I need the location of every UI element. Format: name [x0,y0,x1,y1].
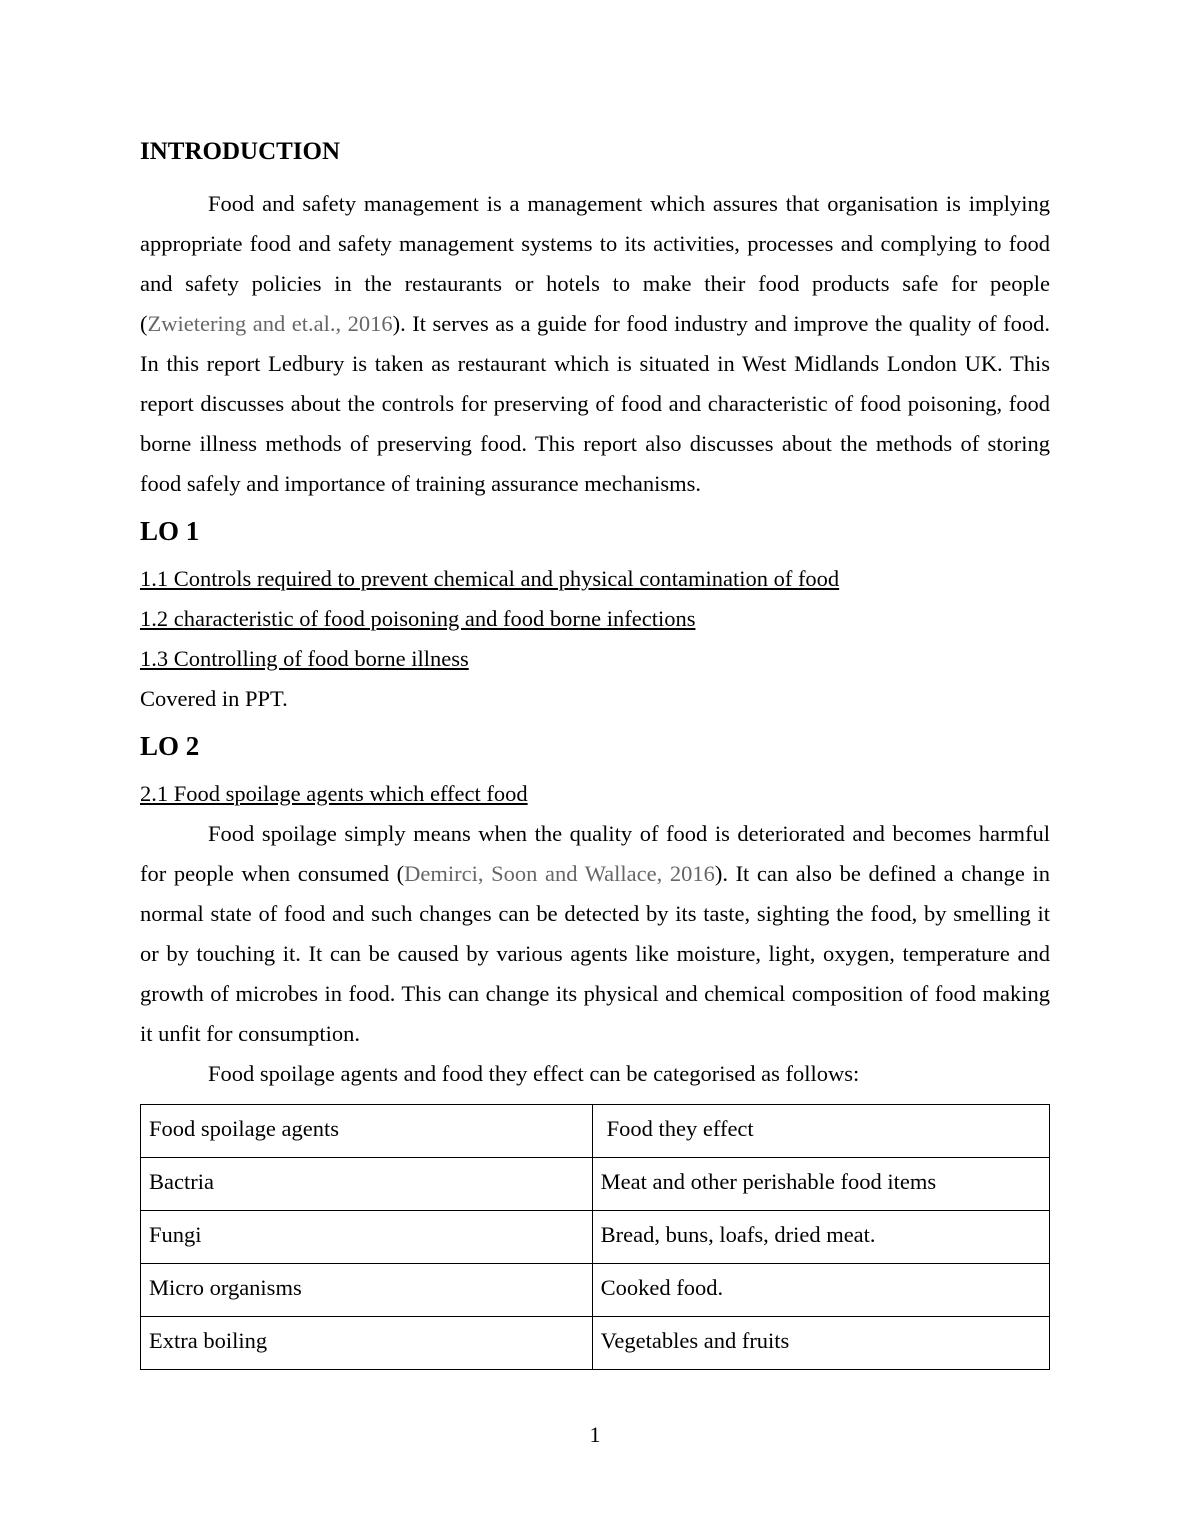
food-spoilage-table [140,1104,1050,1370]
spoilage-paragraph [140,814,1050,1054]
table-cell-food: Meat and other perishable food items [592,1158,1049,1211]
table-row [141,1211,1050,1264]
table-header-agents: Food spoilage agents [141,1105,593,1158]
subheading-2-1: 2.1 Food spoilage agents which effect food [140,781,528,806]
table-row [141,1158,1050,1211]
table-cell-food: Bread, buns, loafs, dried meat. [592,1211,1049,1264]
table-intro-line: Food spoilage agents and food they effect can be categorised as follows: [208,1061,860,1086]
table-cell-agent: Fungi [141,1211,593,1264]
table-cell-food: Vegetables and fruits [592,1317,1049,1370]
subheading-1-1: 1.1 Controls required to prevent chemical and physical contamination of food [140,566,840,591]
citation-demirci: Demirci, Soon and Wallace, 2016 [404,861,715,886]
spoilage-text-pre: Food spoilage simply means when the quality of food is deteriorated and becomes harmful for people when consumed ( [140,821,1050,886]
introduction-paragraph [140,184,1050,504]
lo2-heading: LO 2 [140,731,200,761]
table-row [141,1317,1050,1370]
table-header-row [141,1105,1050,1158]
spoilage-text-post: ). It can also be defined a change in normal state of food and such changes can be detected by its taste, sighting the food, by smelling it or by touching it. It can be caused by various agents like moisture, light, oxygen, temperature and growth of microbes in food. This can change its physical and chemical composition of food making it unfit for consumption. [140,861,1051,1046]
subheading-1-3: 1.3 Controlling of food borne illness [140,646,469,671]
table-cell-agent: Bactria [141,1158,593,1211]
table-row [141,1264,1050,1317]
subheading-1-2: 1.2 characteristic of food poisoning and food borne infections [140,606,696,631]
table-cell-agent: Extra boiling [141,1317,593,1370]
table-cell-food: Cooked food. [592,1264,1049,1317]
lo1-heading: LO 1 [140,516,200,546]
intro-text-post: ). It serves as a guide for food industry and improve the quality of food. In this report Ledbury is taken as restaurant which is situated in West Midlands London UK. This report discusses about the controls for preserving of food and characteristic of food poisoning, food borne illness methods of preserving food. This report also discusses about the methods of storing food safely and importance of training assurance mechanisms. [140,311,1051,496]
page-number: 1 [589,1422,601,1447]
citation-zwietering: Zwietering and et.al., 2016 [147,311,393,336]
table-cell-agent: Micro organisms [141,1264,593,1317]
introduction-heading: INTRODUCTION [140,138,341,165]
table-header-food: Food they effect [592,1105,1049,1158]
intro-text-pre: Food and safety management is a management which assures that organisation is implying appropriate food and safety management systems to its activities, processes and complying to food and safety policies in the restaurants or hotels to make their food products safe for people ( [140,191,1050,336]
covered-note: Covered in PPT. [140,686,288,711]
